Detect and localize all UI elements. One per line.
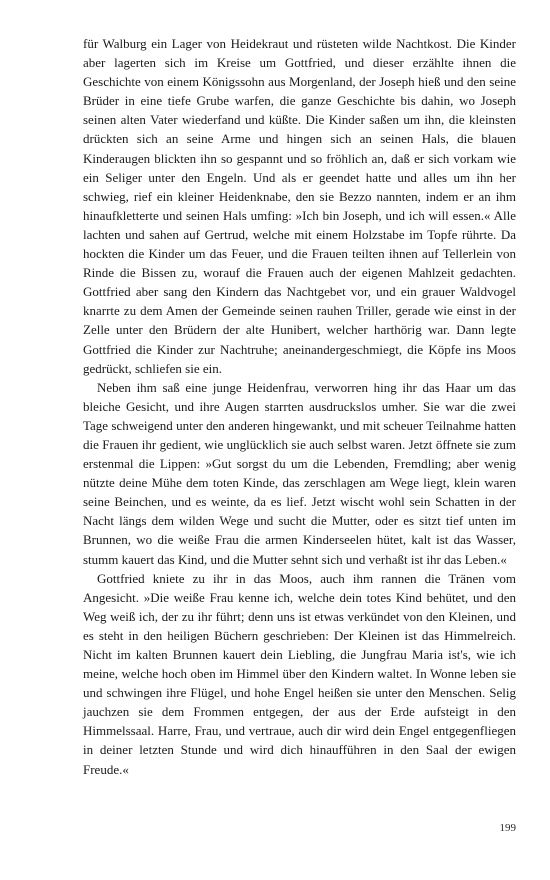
paragraph: für Walburg ein Lager von Heidekraut und rüsteten wilde Nachtkost. Die Kinder aber lagerten sich im Kreise um Gottfried, und dieser erzählte ihnen die Geschichte von einem Königssohn aus Morgenland, der Joseph hieß und den seine Brüder in eine tiefe Grube warfen, die ganze Geschichte bis dahin, wo Joseph seinen alten Vater wiederfand und küßte. Die Kinder saßen um ihn, die kleinsten drückten sich an seine Arme und hingen sich an seinen Hals, die blauen Kinderaugen blickten ihn so gespannt und so fröhlich an, daß er sich vorkam wie ein Seliger unter den Engeln. Und als er geendet hatte und alles um ihn her schwieg, rief ein kleiner Heidenknabe, den sie Bezzo nannten, indem er an ihm hinaufkletterte und seinen Hals umfing: »Ich bin Joseph, und ich will essen.« Alle lachten und sahen auf Gertrud, welche mit einem Holzstabe im Topfe rührte. Da hockten die Kinder um das Feuer, und die Frauen teilten ihnen auf Tellerlein von Rinde die Bissen zu, worauf die Frauen auch der eigenen Mahlzeit gedachten. Gottfried aber sang den Kindern das Nachtgebet vor, und ein grauer Waldvogel knarrte zu dem Amen der Gemeinde seinen rauhen Triller, gerade wie einst in der Zelle unter den Brüdern der alte Hunibert, welcher harthörig war. Dann legte Gottfried die Kinder zur Nachtruhe; aneinandergeschmiegt, die Köpfe ins Moos gedrückt, schliefen sie ein. (83, 36, 516, 376)
paragraph: Gottfried kniete zu ihr in das Moos, auch ihm rannen die Tränen vom Angesicht. »Die weiße Frau kenne ich, welche dein totes Kind behütet, und den Weg weiß ich, der zu ihr führt; denn uns ist etwas verkündet von den Kleinen, und es steht in den heiligen Büchern geschrieben: Der Kleinen ist das Himmelreich. Nicht im kalten Brunnen kauert dein Liebling, die Jungfrau Maria ist's, wie ich meine, welche hoch oben im Himmel über den Kindern waltet. In Wonne leben sie und schwingen ihre Flügel, und hohe Engel heißen sie unter den Menschen. Selig jauchzen sie dem Frommen entgegen, der aus der Erde aufsteigt in den Himmelssaal. Harre, Frau, und vertraue, auch dir wird dein Engel entgegenfliegen in deiner letzten Stunde und wird dich hinaufführen in den Saal der ewigen Freude.« (83, 570, 516, 777)
body-text (83, 34, 516, 779)
book-page (83, 34, 516, 880)
page-number: 199 (499, 822, 516, 834)
paragraph: Neben ihm saß eine junge Heidenfrau, verworren hing ihr das Haar um das bleiche Gesicht, und ihre Augen starrten ausdruckslos umher. Sie war die zwei Tage schweigend unter den anderen hingewankt, und mit scheuer Teilnahme hatten die Frauen ihr gedient, wie unglücklich sie auch selbst waren. Jetzt öffnete sie zum erstenmal die Lippen: »Gut sorgst du um die Lebenden, Fremdling; aber wenig nützte deine Mühe dem toten Kinde, das zerschlagen am Wege liegt, klein waren seine Beinchen, und es weinte, da es lief. Jetzt wischt wohl sein Schatten in der Nacht längs dem wilden Wege und sucht die Mutter, oder es sitzt tief unten im Brunnen, wo die weiße Frau die armen Kinderseelen hütet, kalt ist das Wasser, stumm kauert das Kind, und die Mutter sehnt sich und verhaßt ist ihr das Leben.« (83, 379, 516, 567)
